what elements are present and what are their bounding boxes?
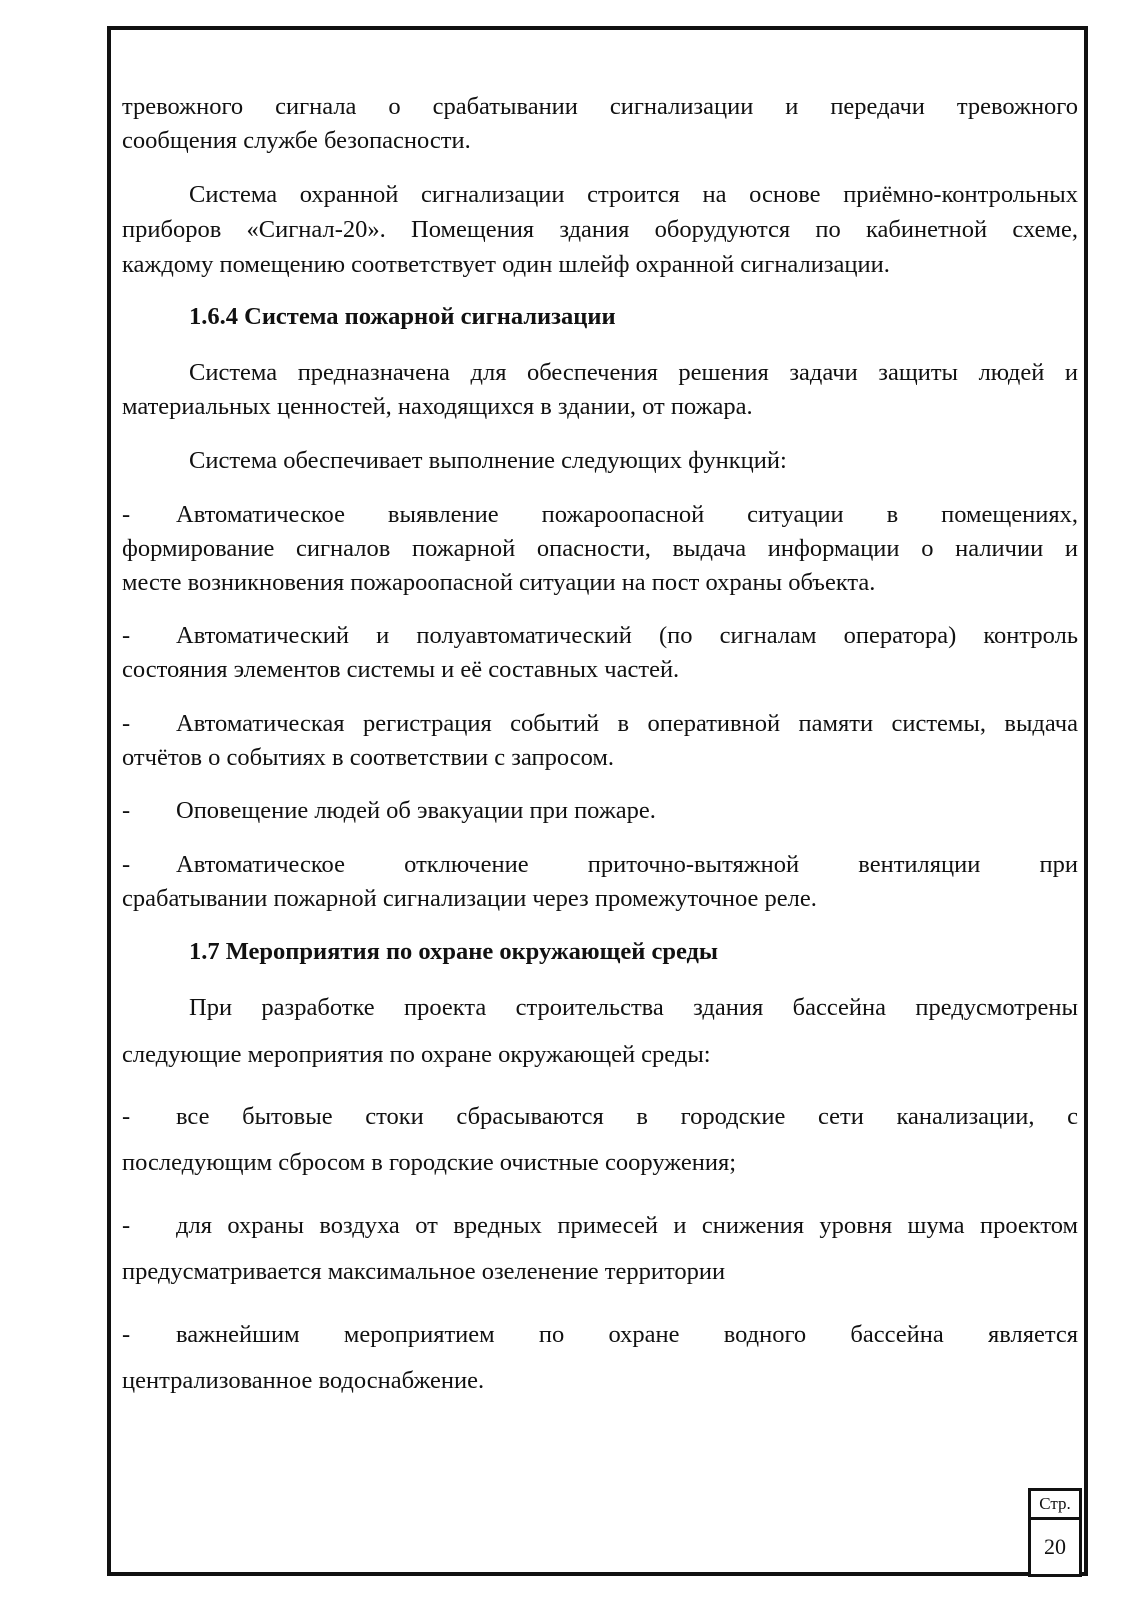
list-item-line: срабатывании пожарной сигнализации через промежуточное реле. <box>122 885 817 912</box>
list-dash: - <box>122 1103 131 1130</box>
page-number: 20 <box>1028 1517 1082 1577</box>
list-item-line: состояния элементов системы и её составных частей. <box>122 656 680 683</box>
list-item-line: предусматривается максимальное озеленение территории <box>122 1258 726 1285</box>
paragraph-line: приборов «Сигнал-20». Помещения здания оборудуются по кабинетной схеме, <box>122 216 1078 243</box>
paragraph-line: Система предназначена для обеспечения решения задачи защиты людей и <box>189 359 1078 386</box>
page-number-label: Стр. <box>1028 1488 1082 1520</box>
list-item-line: формирование сигналов пожарной опасности, выдача информации о наличии и <box>122 535 1078 562</box>
list-dash: - <box>122 501 131 528</box>
list-dash: - <box>122 797 131 824</box>
list-item-line: Автоматическое выявление пожароопасной ситуации в помещениях, <box>176 501 1078 528</box>
paragraph-line: тревожного сигнала о срабатывании сигнализации и передачи тревожного <box>122 93 1078 120</box>
paragraph-line: каждому помещению соответствует один шлейф охранной сигнализации. <box>122 251 890 278</box>
paragraph-line: материальных ценностей, находящихся в здании, от пожара. <box>122 393 753 420</box>
list-item-line: важнейшим мероприятием по охране водного бассейна является <box>176 1321 1078 1348</box>
list-dash: - <box>122 1212 131 1239</box>
list-item-line: все бытовые стоки сбрасываются в городские сети канализации, с <box>176 1103 1078 1130</box>
list-item-line: месте возникновения пожароопасной ситуации на пост охраны объекта. <box>122 569 876 596</box>
list-item-line: отчётов о событиях в соответствии с запросом. <box>122 744 615 771</box>
list-item-line: последующим сбросом в городские очистные сооружения; <box>122 1149 737 1176</box>
list-dash: - <box>122 851 131 878</box>
list-item-line: для охраны воздуха от вредных примесей и снижения уровня шума проектом <box>176 1212 1078 1239</box>
list-dash: - <box>122 1321 131 1348</box>
list-item-line: Оповещение людей об эвакуации при пожаре. <box>176 797 656 824</box>
paragraph-line: следующие мероприятия по охране окружающей среды: <box>122 1041 711 1068</box>
section-heading: 1.7 Мероприятия по охране окружающей среды <box>189 938 719 965</box>
list-dash: - <box>122 622 131 649</box>
paragraph-line: сообщения службе безопасности. <box>122 127 471 154</box>
list-item-line: Автоматическое отключение приточно-вытяжной вентиляции при <box>176 851 1078 878</box>
list-item-line: Автоматический и полуавтоматический (по сигналам оператора) контроль <box>176 622 1078 649</box>
section-heading: 1.6.4 Система пожарной сигнализации <box>189 303 616 330</box>
list-item-line: централизованное водоснабжение. <box>122 1367 485 1394</box>
paragraph-line: При разработке проекта строительства здания бассейна предусмотрены <box>189 994 1078 1021</box>
paragraph-line: Система охранной сигнализации строится на основе приёмно-контрольных <box>189 181 1078 208</box>
list-dash: - <box>122 710 131 737</box>
paragraph-line: Система обеспечивает выполнение следующих функций: <box>189 447 787 474</box>
list-item-line: Автоматическая регистрация событий в оперативной памяти системы, выдача <box>176 710 1078 737</box>
